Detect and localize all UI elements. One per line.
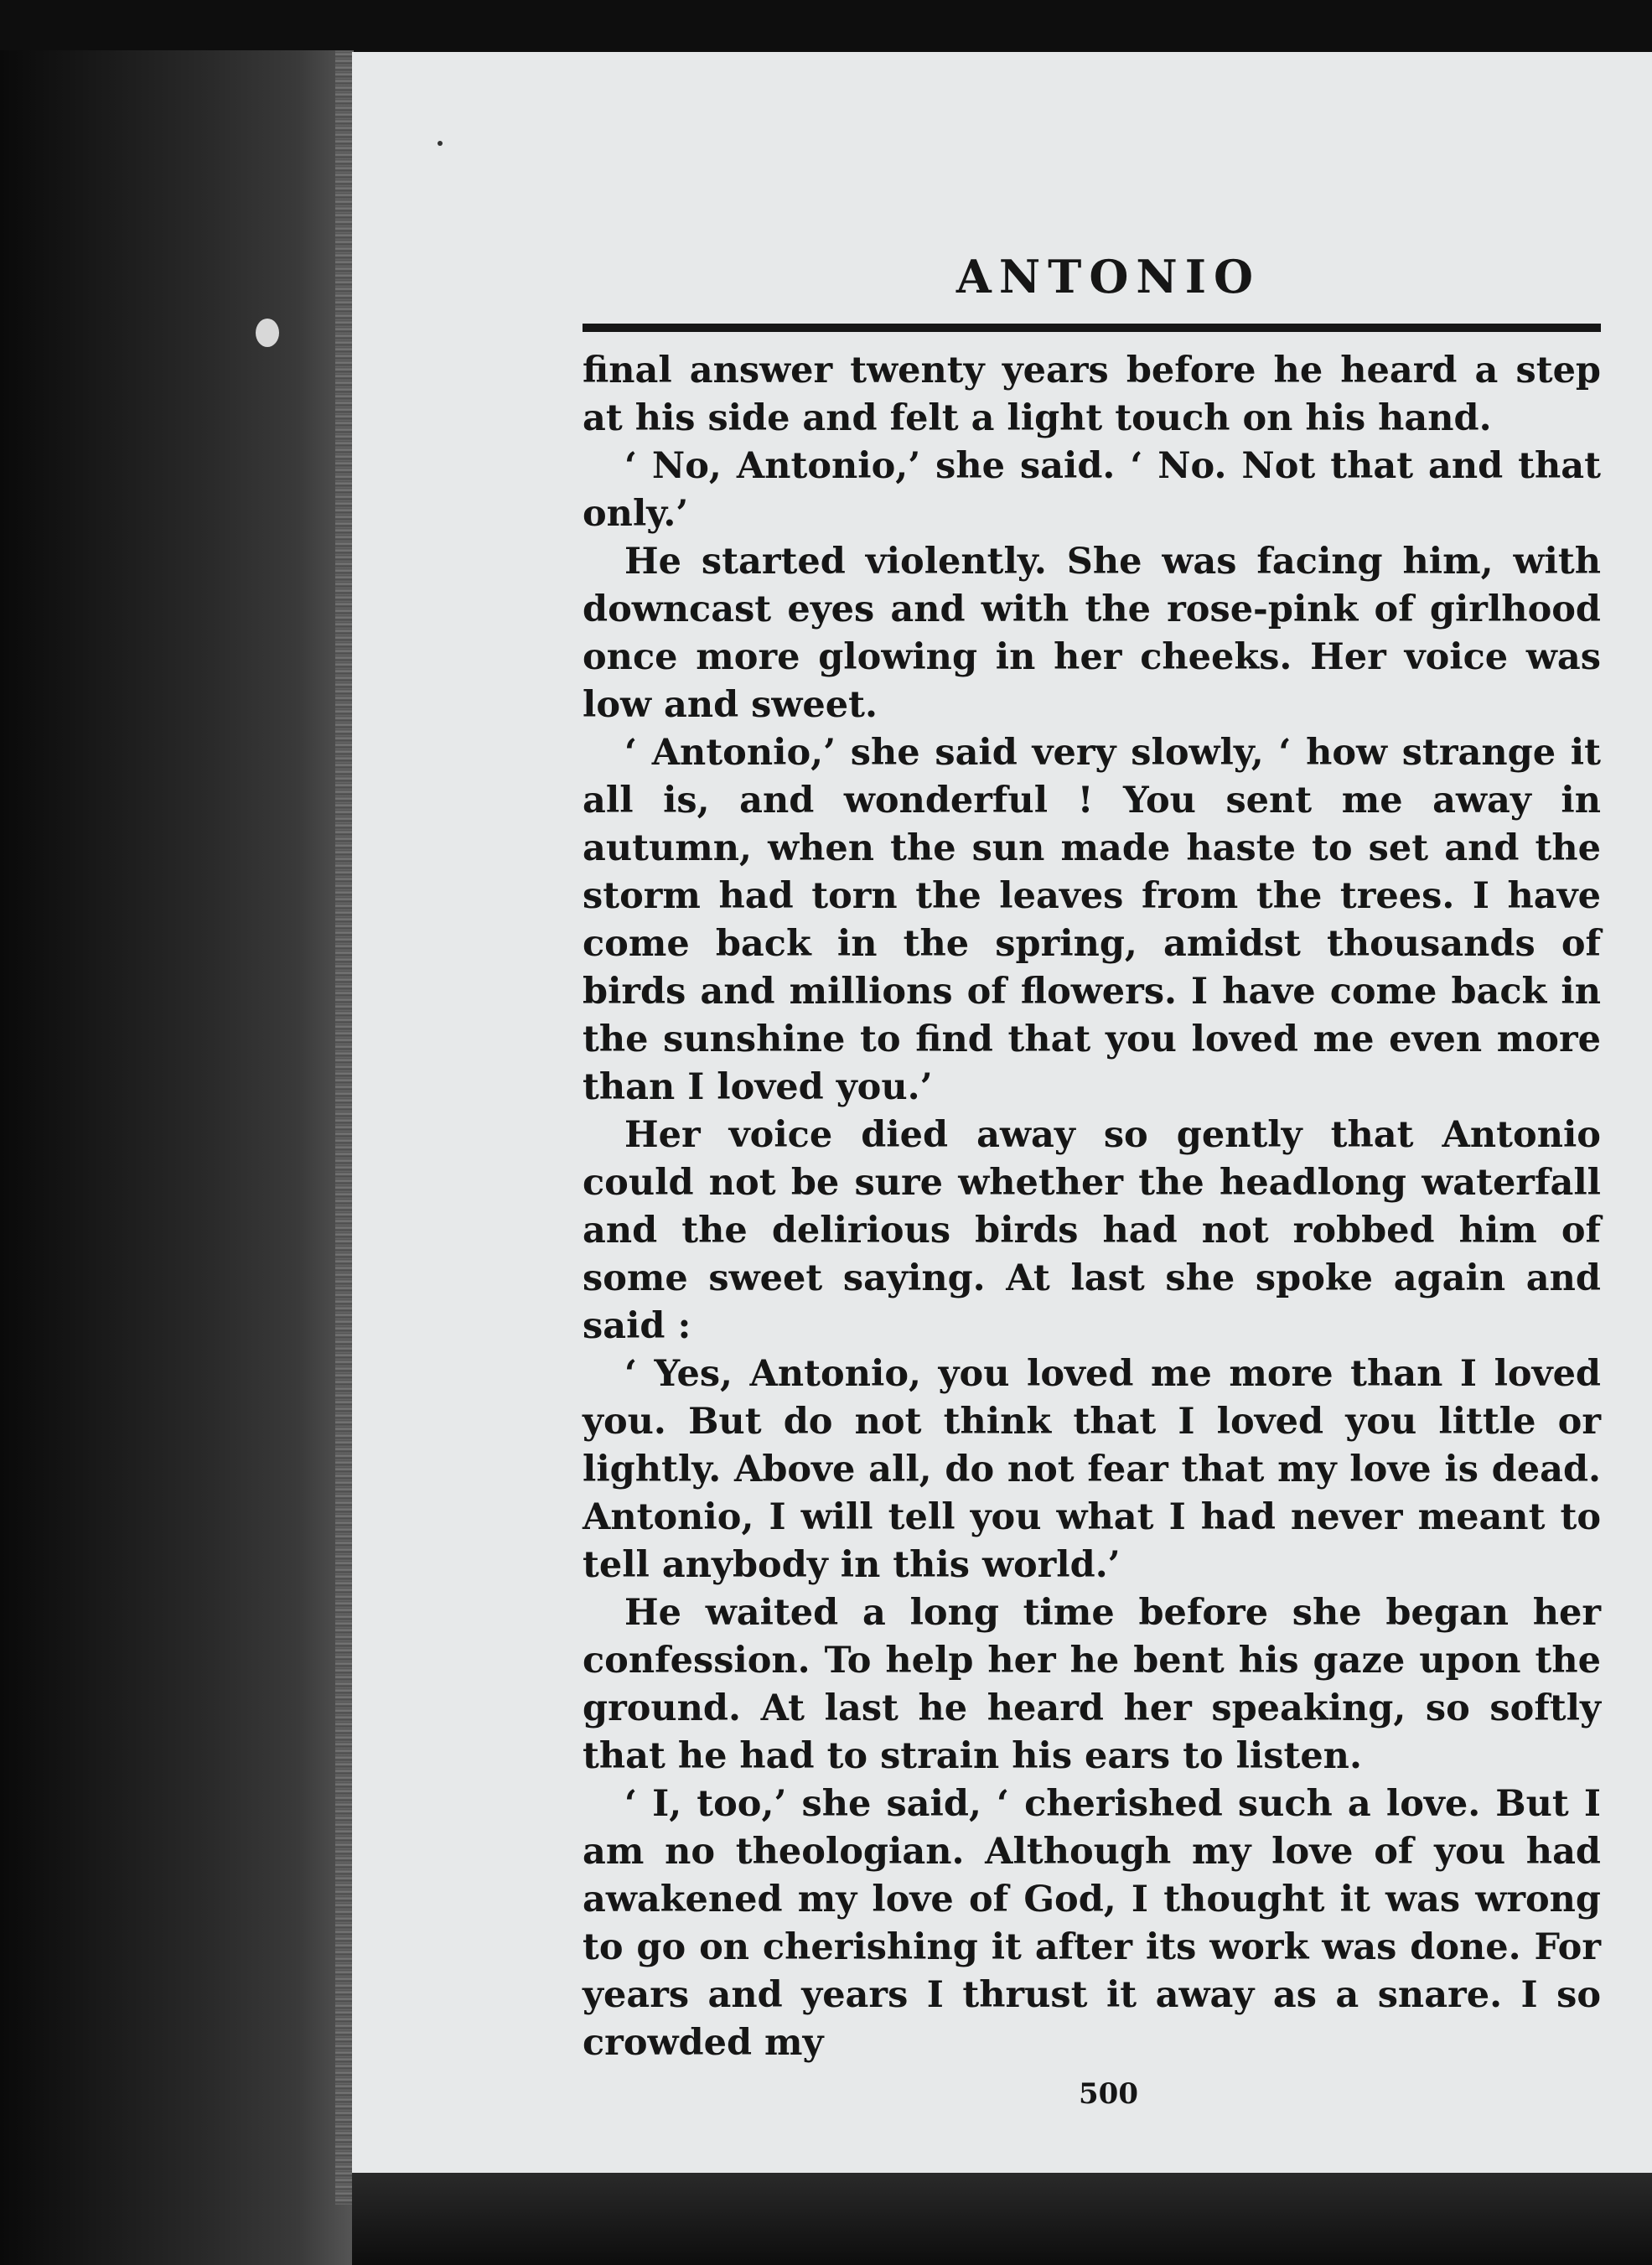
dust-speck <box>256 319 279 347</box>
dust-speck <box>438 141 443 146</box>
paragraph-5: Her voice died away so gently that Antonio could not be sure whether the headlong waterfall and the delirious birds had not robbed him of some sweet saying. At last she spoke again and said : <box>583 1114 1601 1347</box>
paragraph-3: He started violently. She was facing him, with downcast eyes and with the rose-pink of girlhood once more glowing in her cheeks. Her voice was low and sweet. <box>583 541 1601 726</box>
running-head: ANTONIO <box>955 250 1261 303</box>
text-block <box>583 251 1601 2111</box>
header-rule <box>583 324 1601 332</box>
bottom-shadow <box>352 2173 1652 2265</box>
paragraph-2: ‘ No, Antonio,’ she said. ‘ No. Not that and that only.’ <box>583 445 1601 535</box>
paragraph-6: ‘ Yes, Antonio, you loved me more than I loved you. But do not think that I loved you little or lightly. Above all, do not fear that my love is dead. Antonio, I will tell you what I had never meant to tell anybody in this world.’ <box>583 1353 1601 1586</box>
paragraph-1: final answer twenty years before he heard a step at his side and felt a light touch on his hand. <box>583 350 1601 439</box>
paragraph-4: ‘ Antonio,’ she said very slowly, ‘ how strange it all is, and wonderful ! You sent me away in autumn, when the sun made haste to set and the storm had torn the leaves from the trees. I have come back in the spring, amidst thousands of birds and millions of flowers. I have come back in the sunshine to find that you loved me even more than I loved you.’ <box>583 732 1601 1108</box>
paragraph-7: He waited a long time before she began her confession. To help her he bent his gaze upon the ground. At last he heard her speaking, so softly that he had to strain his ears to listen. <box>583 1592 1601 1777</box>
page-edge <box>335 50 354 2205</box>
paragraph-8: ‘ I, too,’ she said, ‘ cherished such a love. But I am no theologian. Although my love of you had awakened my love of God, I thought it was wrong to go on cherishing it after its work was done. For years and years I thrust it away as a snare. I so crowded my <box>583 1783 1601 2064</box>
book-spine-shadow <box>0 50 352 2265</box>
page-number: 500 <box>1079 2077 1138 2111</box>
